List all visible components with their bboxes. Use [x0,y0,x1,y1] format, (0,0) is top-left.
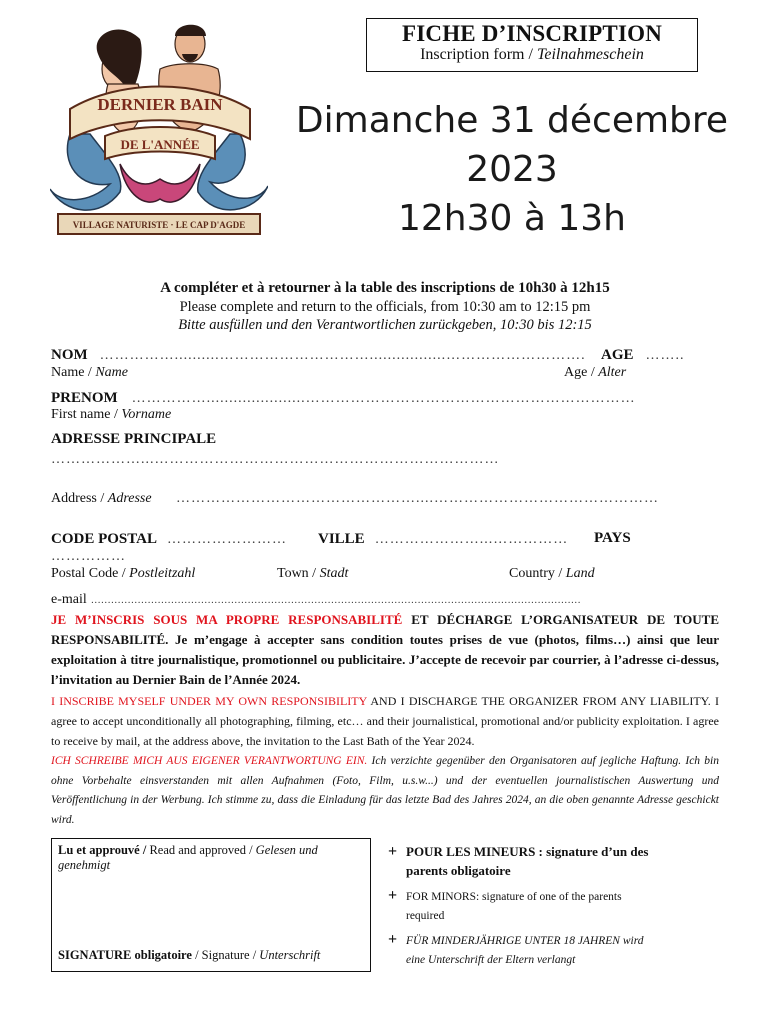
adresse-dots-line1[interactable]: ………………...…………………………………………………………… [51,452,500,467]
plus-icon: + [388,931,398,948]
code-postal-sub-en: Postal Code / [51,566,130,581]
age-dots: …….. [645,348,685,363]
pays-label: PAYS [594,530,631,546]
form-subtitle-de: Teilnahmeschein [536,46,644,63]
plus-icon: + [388,843,398,860]
nom-sub-de: Name [95,365,128,380]
declaration-en-text: AND I DISCHARGE THE ORGANIZER FROM ANY LIABILITY. I agree to accept unconditionally all photographing, filming, etc… and their journalistical, promotional and/or publicity exploitation. I agree to receive by mail, at the address above, the invitation to the Last Bath of the Year 2024. [51,694,719,748]
age-sublabel [564,365,626,381]
minors-de-line1: FÜR MINDERJÄHRIGE UNTER 18 JAHREN wird [406,935,644,947]
pays-sublabel [509,566,595,582]
form-title-box [366,18,698,72]
read-approved-label [58,843,358,873]
ville-sublabel [277,566,348,582]
ville-label: VILLE [318,531,365,547]
minors-en-line1: FOR MINORS: signature of one of the parents [406,891,622,903]
form-title: FICHE D’INSCRIPTION [401,21,663,46]
adresse-label: ADRESSE PRINCIPALE [51,431,217,447]
signature-de: Unterschrift [259,948,321,962]
adresse-sublabel [51,491,152,507]
code-postal-field[interactable] [51,530,287,548]
event-date [282,96,742,243]
read-approved-de: Gelesen und genehmigt [58,843,318,872]
adresse-sub-de: Adresse [107,491,152,506]
mermaid-logo-illustration [50,14,268,242]
nom-sublabel [51,365,128,381]
nom-field[interactable] [51,346,586,364]
age-label: AGE [601,347,634,363]
code-postal-sublabel [51,566,195,582]
logo-text-line2: DE L'ANNÉE [120,137,200,152]
minors-en-line2: required [406,910,445,922]
age-field[interactable] [601,346,685,364]
minors-note-fr [388,842,648,880]
instruction-fr: A compléter et à retourner à la table des inscriptions de 10h30 à 12h15 [160,280,610,296]
declaration-de-text: Ich verzichte gegenüber den Organisatoren auf jegliche Haftung. Ich bin ohne Vorbehalte einsverstanden mit allen Aufnahmen (Foto, Film, u.s.w...) und der eventuellen journalistischen Auswertung und Veröffentlichung in der Werbung. Ich stimme zu, dass die Einladung für das letzte Bad des Jahres 2024, an die oben genannte Adresse geschickt wird. [51,755,719,826]
logo-text-line1: DERNIER BAIN [97,95,223,114]
form-subtitle-en: Inscription form / [420,46,537,63]
pays-sub-de: Land [565,566,595,581]
signature-label [58,948,320,963]
plus-icon: + [388,887,398,904]
code-postal-dots: …………………… [167,532,287,547]
prenom-sublabel [51,407,171,423]
prenom-dots: ……………......................………………………………………………………… [131,391,636,406]
ville-sub-en: Town / [277,566,320,581]
prenom-label: PRENOM [51,390,118,406]
minors-note-en [388,886,622,926]
instruction-de: Bitte ausfüllen und den Verantwortlichen zurückgeben, 10:30 bis 12:15 [178,317,592,333]
declaration-en-highlight: I INSCRIBE MYSELF UNDER MY OWN RESPONSIBILITY [51,694,367,708]
logo [50,14,268,242]
pays-sub-en: Country / [509,566,566,581]
ville-field[interactable] [318,530,568,548]
declaration-de-highlight: ICH SCHREIBE MICH AUS EIGENER VERANTWORTUNG EIN. [51,755,368,767]
minors-fr-line2: parents obligatoire [406,863,511,878]
nom-dots: ……………..........………………………….................………………………. [99,348,586,363]
declaration-fr [51,610,719,690]
adresse-dots-line2[interactable]: …………………………………………....……………………………………… [176,491,659,506]
ville-sub-de: Stadt [319,566,349,581]
ville-dots: …………………...…………… [374,532,569,547]
read-approved-en: Read and approved / [149,843,256,857]
signature-en: / Signature / [191,948,260,962]
declaration-en [51,691,719,751]
declaration-fr-text: ET DÉCHARGE L’ORGANISATEUR DE TOUTE RESPONSABILITÉ. Je m’engage à accepter sans condition toutes prises de vue (photos, films…) ainsi que leur exploitation à titre journalistique, promotionnel ou publicitaire. J’accepte de recevoir par courrier, à l’adresse ci-dessus, l’invitation au Dernier Bain de l’Année 2024. [51,612,719,687]
email-field[interactable] [51,590,719,608]
adresse-sub-en: Address / [51,491,108,506]
minors-note-de [388,930,644,970]
signature-box[interactable] [51,838,371,972]
event-day: Dimanche 31 décembre [295,100,729,141]
age-sub-en: Age / [564,365,599,380]
email-dots: ………………………………………………………………………………………………………………………………… [90,595,581,606]
read-approved-fr: Lu et approuvé / [58,843,150,857]
prenom-sub-en: First name / [51,407,122,422]
nom-sub-en: Name / [51,365,96,380]
declaration-de [51,752,719,830]
prenom-sub-de: Vorname [121,407,172,422]
email-label: e-mail [51,592,87,607]
age-sub-de: Alter [598,365,627,380]
event-year: 2023 [466,149,558,190]
declaration-fr-highlight: JE M’INSCRIS SOUS MA PROPRE RESPONSABILITÉ [51,612,403,627]
logo-banner-text: VILLAGE NATURISTE · LE CAP D'AGDE [72,220,246,230]
form-subtitle [367,46,697,64]
code-postal-dots-2[interactable]: …………… [51,549,126,564]
prenom-field[interactable] [51,389,636,407]
instruction-en: Please complete and return to the officials, from 10:30 am to 12:15 pm [179,299,591,315]
code-postal-label: CODE POSTAL [51,531,157,547]
minors-de-line2: eine Unterschrift der Eltern verlangt [406,954,576,966]
code-postal-sub-de: Postleitzahl [129,566,196,581]
nom-label: NOM [51,347,88,363]
signature-fr: SIGNATURE obligatoire [58,948,192,962]
event-time: 12h30 à 13h [397,198,626,239]
minors-fr-line1: POUR LES MINEURS : signature d’un des [406,844,649,859]
